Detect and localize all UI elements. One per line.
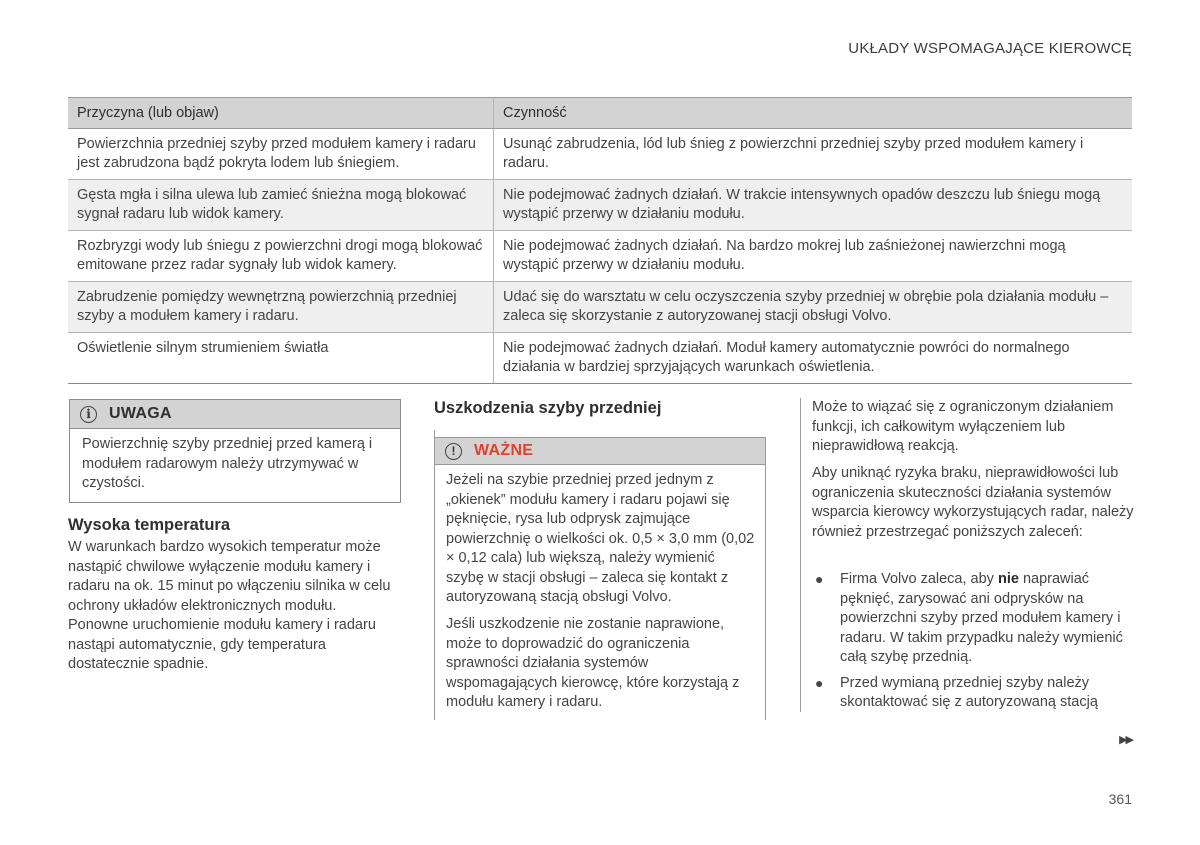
- table-cell-cause: Zabrudzenie pomiędzy wewnętrzną powierzchnią przedniej szyby a modułem kamery i radaru.: [68, 282, 494, 333]
- table-cell-cause: Powierzchnia przedniej szyby przed modułem kamery i radaru jest zabrudzona bądź pokryta lodem lub śniegiem.: [68, 129, 494, 180]
- column-header-cause: Przyczyna (lub objaw): [68, 98, 494, 129]
- table-cell-action: Nie podejmować żadnych działań. Moduł kamery automatycznie powróci do normalnego działania w bardziej sprzyjających warunkach oświetlenia.: [494, 333, 1133, 384]
- note-title: UWAGA: [109, 405, 172, 422]
- note-header: [70, 400, 400, 429]
- bullet-text-pre: Firma Volvo zaleca, aby: [840, 571, 998, 587]
- bullet-text: Przed wymianą przedniej szyby należy skontaktować się z autoryzowaną stacją: [840, 674, 1098, 710]
- table-cell-action: Udać się do warsztatu w celu oczyszczenia szyby przedniej w obrębie pola działania modułu – zaleca się skorzystanie z autoryzowanej stacji obsługi Volvo.: [494, 282, 1133, 333]
- table-row: [68, 231, 1132, 282]
- important-paragraph-1: Jeżeli na szybie przedniej przed jednym z „okienek” modułu kamery i radaru pojawi się pęknięcie, rysa lub odprysk zajmujące powierzchnię o wielkości ok. 0,5 × 3,0 mm (0,02 × 0,12 cala) lub większą, należy wymienić szybę w stacji obsługi – zaleca się kontakt z autoryzowaną stacją obsługi Volvo.: [446, 472, 755, 605]
- column-rule: [765, 437, 766, 720]
- running-header: UKŁADY WSPOMAGAJĄCE KIEROWCĘ: [848, 40, 1132, 57]
- page-number: 361: [1108, 791, 1132, 807]
- note-body: Powierzchnię szyby przedniej przed kamerą i modułem radarowym należy utrzymywać w czystości.: [82, 436, 373, 491]
- table-row: [68, 333, 1132, 384]
- section-heading-windshield: Uszkodzenia szyby przedniej: [434, 399, 662, 417]
- table-cell-cause: Gęsta mgła i silna ulewa lub zamieć śnieżna mogą blokować sygnał radaru lub widok kamery.: [68, 180, 494, 231]
- exclamation-icon: !: [445, 443, 462, 460]
- troubleshooting-table: [68, 97, 1132, 384]
- section-heading-high-temp: Wysoka temperatura: [68, 516, 231, 534]
- bullet-bold-word: nie: [997, 571, 1019, 587]
- table-header-row: [68, 98, 1132, 129]
- important-title: WAŻNE: [474, 442, 534, 459]
- table-row: [68, 282, 1132, 333]
- table-cell-cause: Oświetlenie silnym strumieniem światła: [68, 333, 494, 384]
- table-cell-action: Nie podejmować żadnych działań. Na bardzo mokrej lub zaśnieżonej nawierzchni mogą wystąpić przerwy w działaniu modułu.: [494, 231, 1133, 282]
- double-arrow-right-icon: ▶▶: [1119, 734, 1132, 746]
- column-rule: [800, 398, 801, 712]
- col3-paragraph-2: Aby uniknąć ryzyka braku, nieprawidłowości lub ograniczenia skuteczności działania systemów wsparcia kierowcy wykorzystujących radar, należy również przestrzegać poniższych zaleceń:: [812, 465, 1134, 540]
- table-cell-action: Nie podejmować żadnych działań. W trakcie intensywnych opadów deszczu lub śniegu mogą wystąpić przerwy w działaniu modułu.: [494, 180, 1133, 231]
- table-row: [68, 129, 1132, 180]
- list-item: [812, 570, 1132, 668]
- bullet-icon: ●: [815, 571, 824, 587]
- important-header: [435, 437, 765, 465]
- recommendation-list: [812, 570, 1132, 719]
- col3-paragraph-1: Może to wiązać się z ograniczonym działaniem funkcji, ich całkowitym wyłączeniem lub nieprawidłową reakcją.: [812, 399, 1114, 454]
- column-header-action: Czynność: [494, 98, 1133, 129]
- table-cell-action: Usunąć zabrudzenia, lód lub śnieg z powierzchni przedniej szyby przed modułem kamery i radaru.: [494, 129, 1133, 180]
- table-cell-cause: Rozbryzgi wody lub śniegu z powierzchni drogi mogą blokować emitowane przez radar sygnały lub widok kamery.: [68, 231, 494, 282]
- bullet-icon: ●: [815, 674, 824, 691]
- column-rule: [434, 430, 435, 720]
- high-temp-body: W warunkach bardzo wysokich temperatur może nastąpić chwilowe wyłączenie modułu kamery i radaru na ok. 15 minut po włączeniu silnika w celu ochrony układów elektronicznych modułu. Ponowne uruchomienie modułu kamery i radaru nastąpi automatycznie, gdy temperatura dostatecznie spadnie.: [68, 539, 391, 672]
- note-box: [69, 399, 401, 503]
- important-paragraph-2: Jeśli uszkodzenie nie zostanie naprawione, może to doprowadzić do ograniczenia sprawności działania systemów wspomagających kierowcę, które korzystają z modułu kamery i radaru.: [446, 616, 740, 710]
- table-row: [68, 180, 1132, 231]
- bullet-text-post: naprawiać pęknięć, zarysować ani odprysków na powierzchni szyby przed modułem kamery i radaru. W takim przypadku należy wymienić całą szybę przednią.: [840, 571, 1123, 665]
- list-item: [812, 674, 1132, 713]
- info-icon: i: [80, 406, 97, 423]
